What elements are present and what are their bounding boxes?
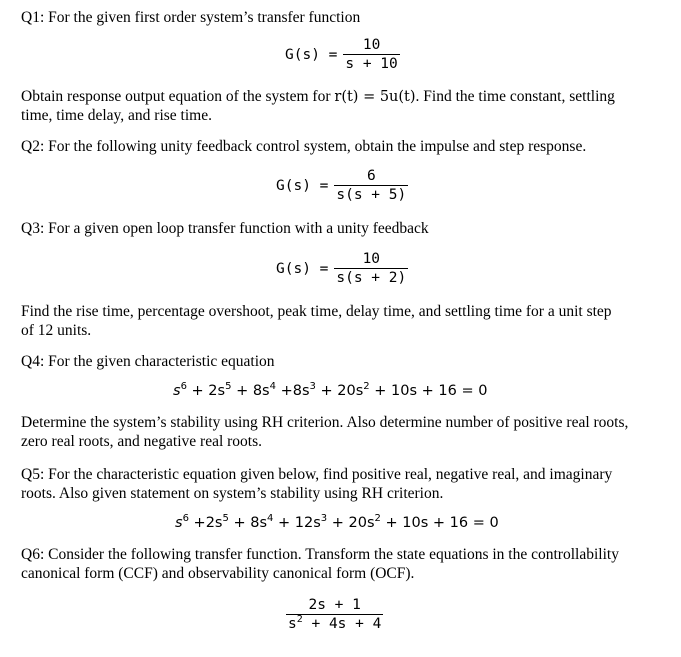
q3-text-line1: Find the rise time, percentage overshoot, peak time, delay time, and settling time for a unit step [21, 303, 612, 320]
q3-eq-lhs: G(s) = [276, 260, 329, 277]
q2-denominator: s(s + 5) [336, 187, 407, 203]
q3-fraction [334, 250, 408, 287]
q6-numerator: 2s + 1 [308, 597, 361, 613]
q4-intro: Q4: For the given characteristic equation [21, 353, 275, 370]
q5-text-line2: roots. Also given statement on system’s stability using RH criterion. [21, 485, 444, 502]
q4-text-line2: zero real roots, and negative real roots. [21, 433, 263, 450]
q3-equation [276, 250, 408, 287]
q2-eq-lhs: G(s) = [276, 177, 329, 194]
q6-denominator: $s^2 + 4s + 4$ [288, 614, 382, 632]
q3-text-line2: of 12 units. [21, 322, 92, 339]
q2-equation [276, 167, 408, 204]
q1-text-a: Obtain response output equation of the system for [21, 88, 335, 105]
q1-denominator: s + 10 [345, 56, 398, 72]
q5-text-line1: Q5: For the characteristic equation given below, find positive real, negative real, and imaginary [21, 466, 613, 483]
q5-characteristic-equation: $s^6 +2s^5 + 8s^4 + 12s^3 + 20s^2 + 10s + 16 = 0$ [175, 513, 499, 531]
q1-text-line1 [21, 87, 615, 107]
q6-equation [286, 596, 383, 633]
q3-denominator: s(s + 2) [336, 270, 407, 286]
q1-text-line2: time, time delay, and rise time. [21, 107, 212, 124]
q1-numerator: 10 [362, 37, 381, 53]
q2-intro: Q2: For the following unity feedback control system, obtain the impulse and step response. [21, 138, 587, 155]
q1-text-b: . Find the time constant, settling [415, 88, 615, 105]
q1-eq-lhs: G(s) = [285, 46, 338, 63]
q1-intro: Q1: For the given first order system’s transfer function [21, 9, 361, 26]
q2-fraction [334, 167, 408, 204]
q3-numerator: 10 [362, 251, 381, 267]
q4-characteristic-equation: $s^6 + 2s^5 + 8s^4 +8s^3 + 20s^2 + 10s + 16 = 0$ [173, 381, 488, 399]
q6-text-line2: canonical form (CCF) and observability canonical form (OCF). [21, 565, 415, 582]
q1-fraction [343, 36, 399, 73]
q2-numerator: 6 [366, 168, 376, 184]
q6-text-line1: Q6: Consider the following transfer function. Transform the state equations in the controllability [21, 546, 619, 563]
q3-intro: Q3: For a given open loop transfer function with a unity feedback [21, 220, 429, 237]
q6-fraction [286, 596, 383, 633]
q4-text-line1: Determine the system’s stability using RH criterion. Also determine number of positive real roots, [21, 414, 629, 431]
q1-equation [285, 36, 400, 73]
q1-input-signal: r(t) = 5u(t) [334, 89, 416, 105]
